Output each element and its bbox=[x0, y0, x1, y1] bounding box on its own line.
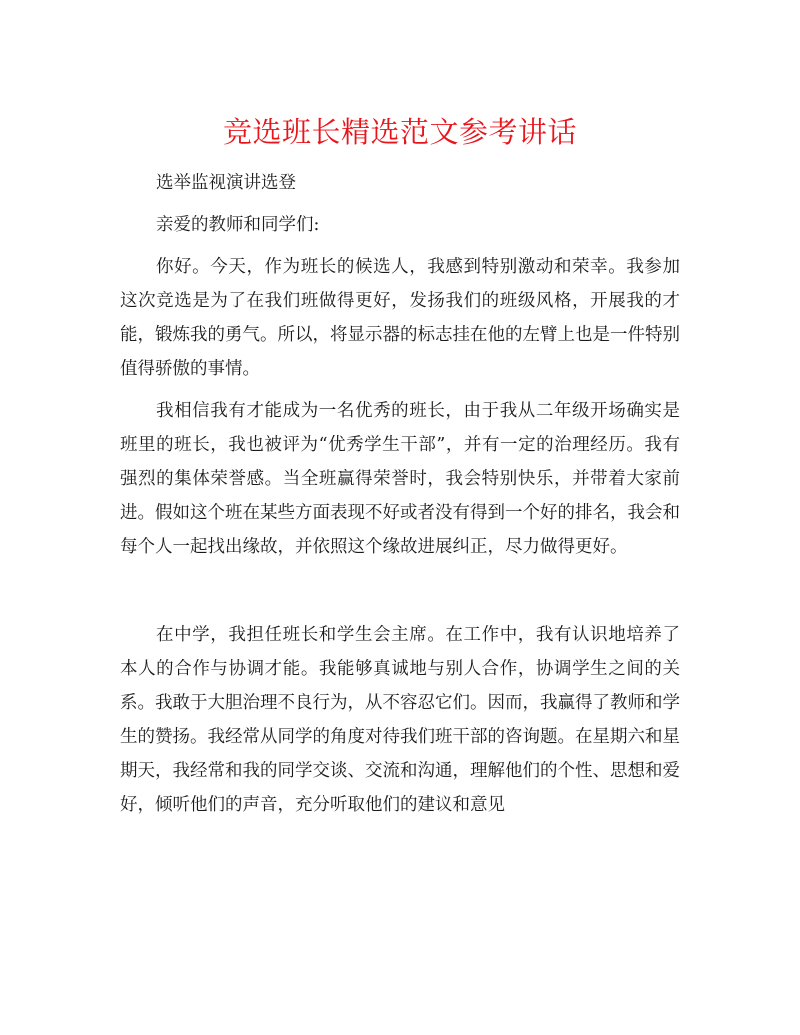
paragraph-intro: 你好。今天，作为班长的候选人，我感到特别激动和荣幸。我参加这次竞选是为了在我们班做得更好，发扬我们的班级风格，开展我的才能，锻炼我的勇气。所以，将显示器的标志挂在他的左臂上也是一件特别值得骄傲的事情。 bbox=[120, 257, 680, 379]
document-title: 竞选班长精选范文参考讲话 bbox=[222, 115, 577, 149]
paragraph-experience: 在中学，我担任班长和学生会主席。在工作中，我有认识地培养了本人的合作与协调才能。我能够真诚地与别人合作，协调学生之间的关系。我敢于大胆治理不良行为，从不容忍它们。因而，我赢得了教师和学生的赞扬。我经常从同学的角度对待我们班干部的咨询题。在星期六和星期天，我经常和我的同学交谈、交流和沟通，理解他们的个性、思想和爱好，倾听他们的声音，充分听取他们的建议和意见 bbox=[120, 625, 680, 815]
paragraph-qualification: 我相信我有才能成为一名优秀的班长，由于我从二年级开场确实是班里的班长，我也被评为“优秀学生干部”，并有一定的治理经历。我有强烈的集体荣誉感。当全班赢得荣誉时，我会特别快乐，并带着大家前进。假如这个班在某些方面表现不好或者没有得到一个好的排名，我会和每个人一起找出缘故，并依照这个缘故进展纠正，尽力做得更好。 bbox=[120, 401, 680, 557]
paragraph-salutation: 亲爱的教师和同学们: bbox=[156, 215, 320, 235]
document-body bbox=[120, 166, 680, 822]
paragraph-subtitle: 选举监视演讲选登 bbox=[156, 173, 296, 193]
